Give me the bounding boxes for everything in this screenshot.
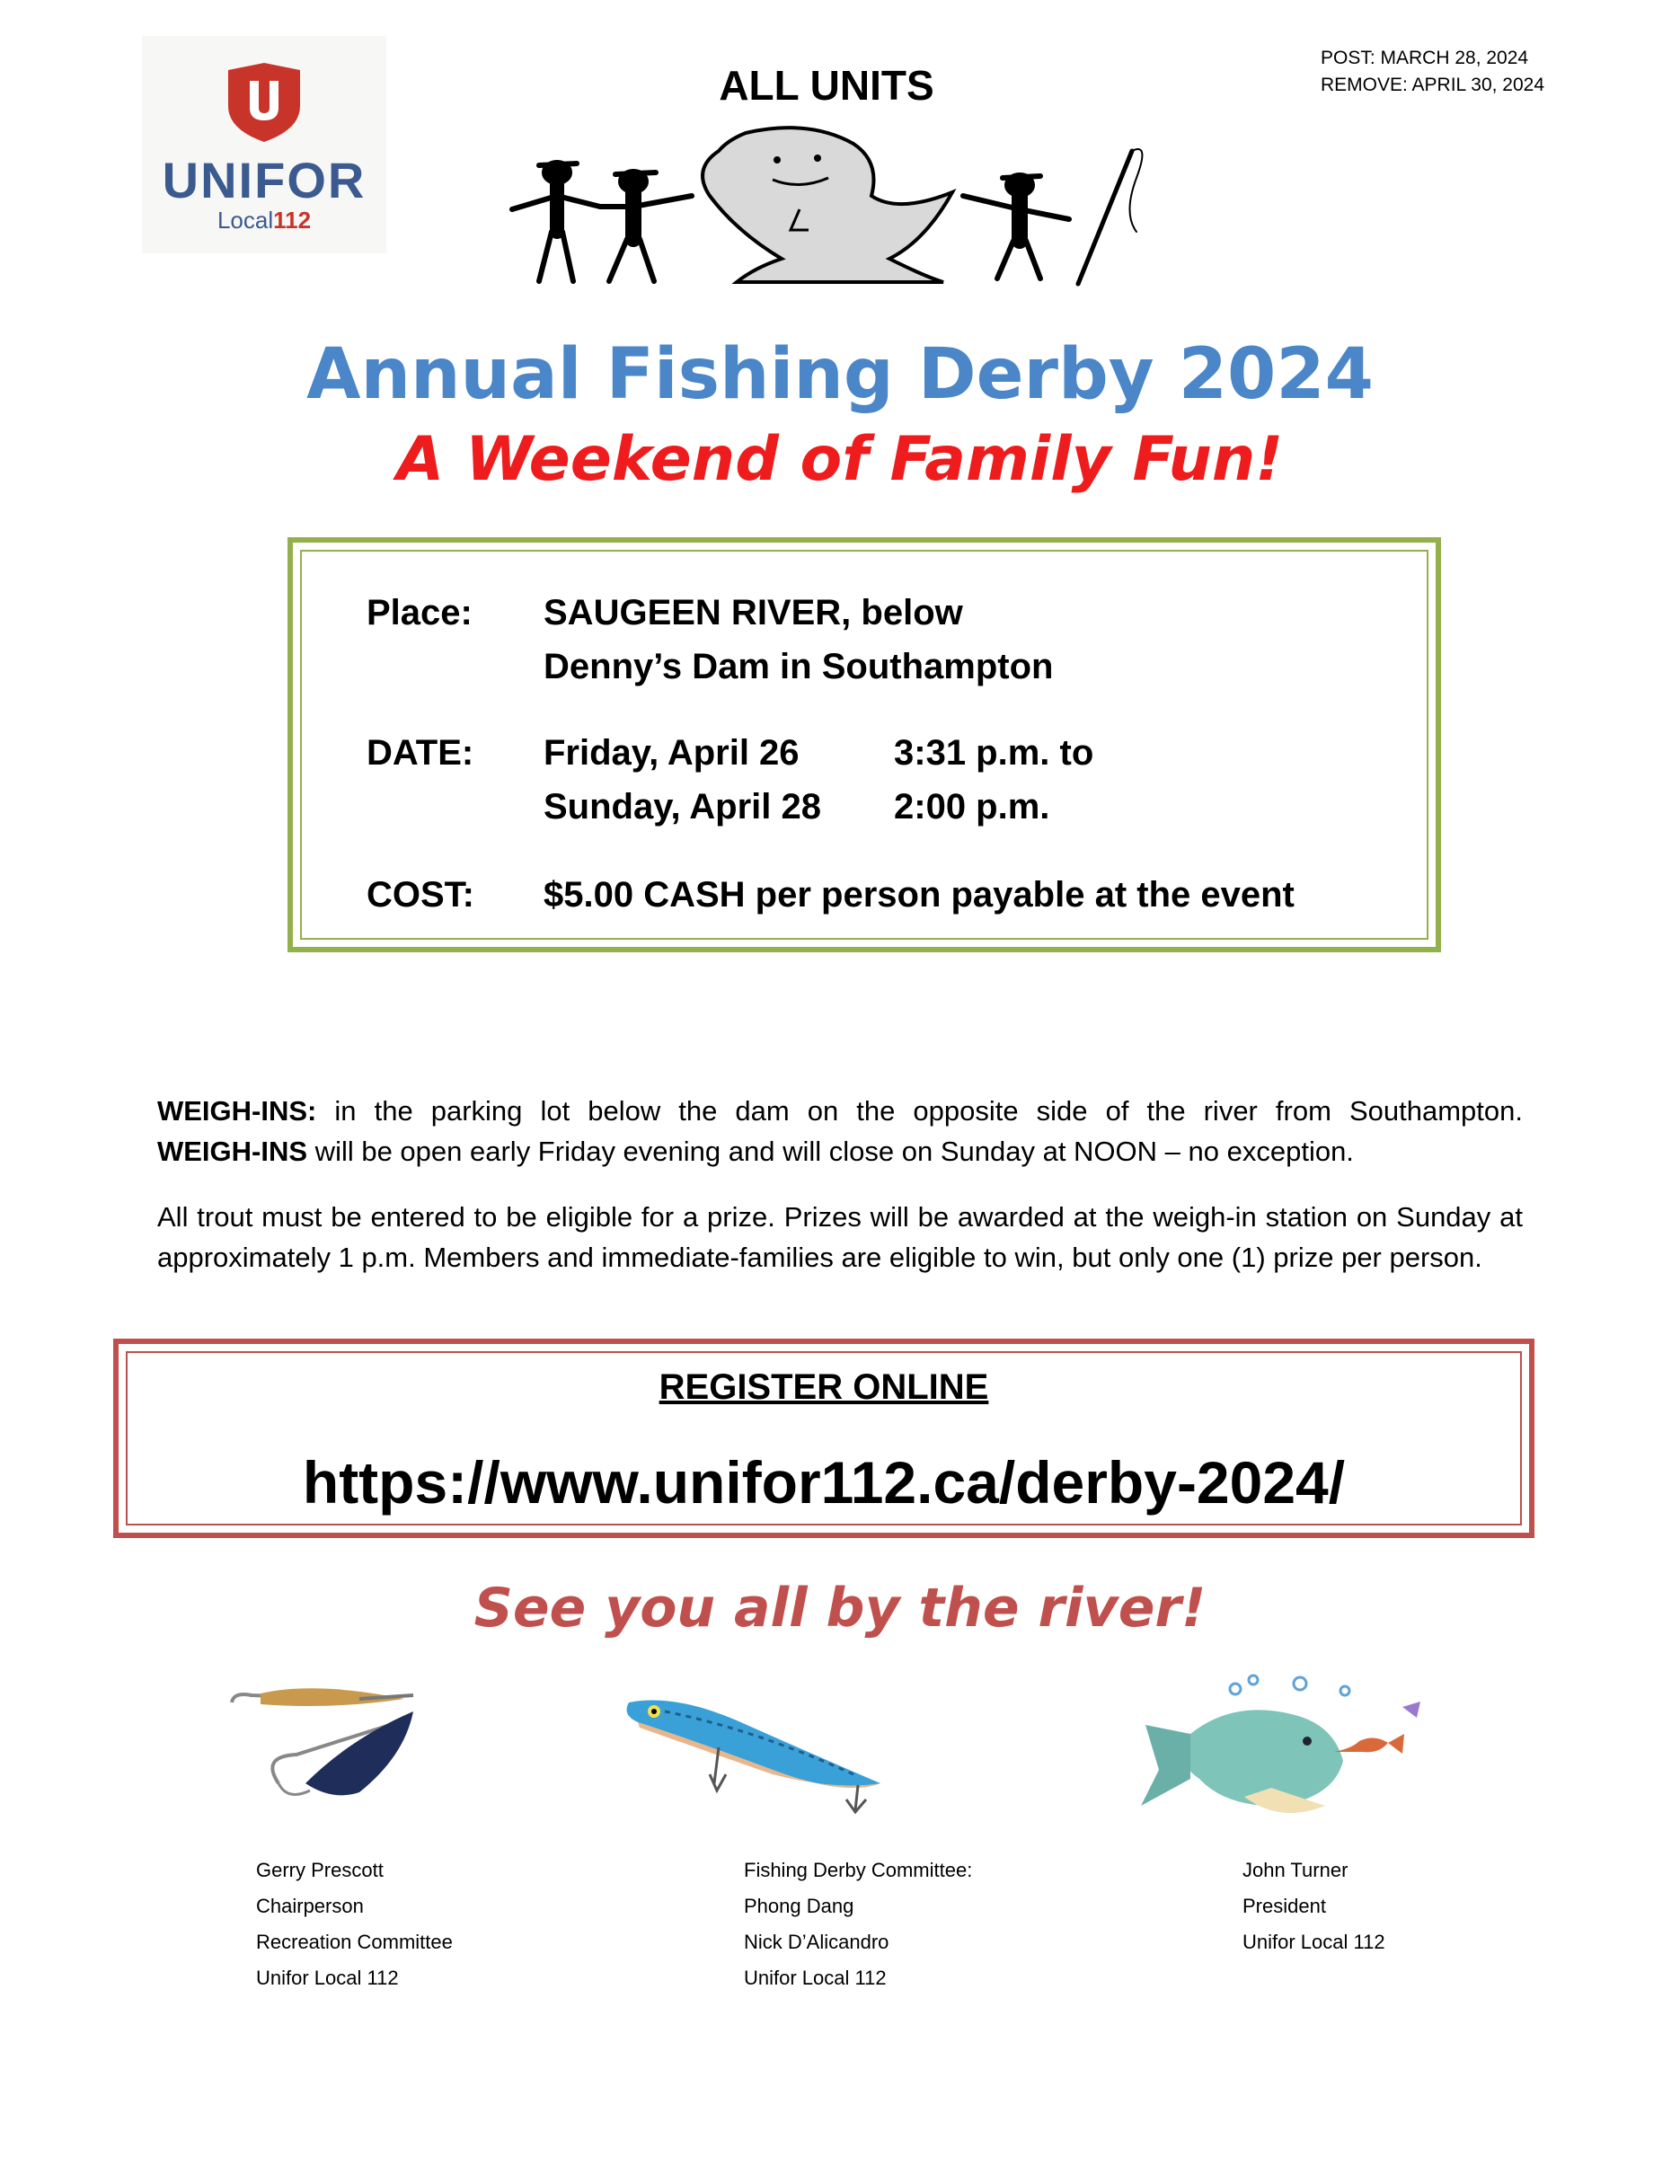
date-end: Sunday, April 28: [544, 787, 821, 827]
signature-president: [1242, 1852, 1385, 1960]
fly-lure-icon: [225, 1684, 431, 1810]
weigh-ins-hours: WEIGH-INS will be open early Friday evening and will close on Sunday at NOON – no exception.: [157, 1136, 1354, 1167]
logo-local-text: Local112: [217, 207, 312, 234]
time-start: 3:31 p.m. to: [894, 733, 1094, 773]
weigh-ins-label: WEIGH-INS:: [157, 1095, 317, 1127]
signature-line: Fishing Derby Committee:: [744, 1859, 973, 1881]
unifor-logo: [142, 36, 386, 253]
place-line-1: SAUGEEN RIVER, below: [544, 593, 963, 632]
weigh-ins-location: WEIGH-INS: in the parking lot below the dam on the opposite side of the river from Southampton.: [157, 1095, 1523, 1127]
signature-line: Gerry Prescott: [256, 1859, 384, 1881]
fishing-lure-icon: [620, 1684, 907, 1815]
signature-line: Chairperson: [256, 1895, 364, 1917]
place-label: Place:: [367, 593, 473, 632]
unifor-shield-icon: [228, 63, 300, 142]
signature-line: John Turner: [1242, 1859, 1348, 1881]
cost-label: COST:: [367, 875, 474, 915]
event-title: Annual Fishing Derby 2024: [306, 334, 1374, 415]
place-line-2: Denny’s Dam in Southampton: [544, 647, 1054, 686]
signature-line: Unifor Local 112: [1242, 1931, 1385, 1953]
time-end: 2:00 p.m.: [894, 787, 1050, 827]
cost-value: $5.00 CASH per person payable at the event: [544, 875, 1295, 915]
date-label: DATE:: [367, 733, 474, 773]
signature-committee: [744, 1852, 972, 1996]
posting-dates: [1321, 45, 1544, 99]
signature-line: President: [1242, 1895, 1326, 1917]
post-date: POST: MARCH 28, 2024: [1321, 48, 1529, 68]
signature-line: Nick D’Alicandro: [744, 1931, 889, 1953]
prizes-paragraph: All trout must be entered to be eligible for a prize. Prizes will be awarded at the weigh-in station on Sunday at approximately 1 p.m. Members and immediate-families are eligible to win, but only one (1) prize per person.: [157, 1201, 1523, 1273]
weigh-ins-label-2: WEIGH-INS: [157, 1136, 308, 1167]
signature-line: Unifor Local 112: [256, 1967, 399, 1989]
signature-line: Phong Dang: [744, 1895, 854, 1917]
audience-heading: ALL UNITS: [719, 62, 934, 109]
cartoon-fish-icon: [1136, 1671, 1424, 1833]
event-subtitle: A Weekend of Family Fun!: [396, 424, 1284, 495]
date-start: Friday, April 26: [544, 733, 800, 773]
register-heading: REGISTER ONLINE: [659, 1367, 989, 1407]
signature-line: Recreation Committee: [256, 1931, 453, 1953]
logo-brand-text: UNIFOR: [162, 152, 367, 208]
signature-line: Unifor Local 112: [744, 1967, 887, 1989]
remove-date: REMOVE: APRIL 30, 2024: [1321, 75, 1545, 95]
closing-message: See you all by the river!: [473, 1577, 1207, 1640]
signature-chairperson: [256, 1852, 453, 1996]
stick-figures-fishing-icon: [503, 124, 1150, 287]
register-url-link[interactable]: https://www.unifor112.ca/derby-2024/: [302, 1449, 1346, 1516]
